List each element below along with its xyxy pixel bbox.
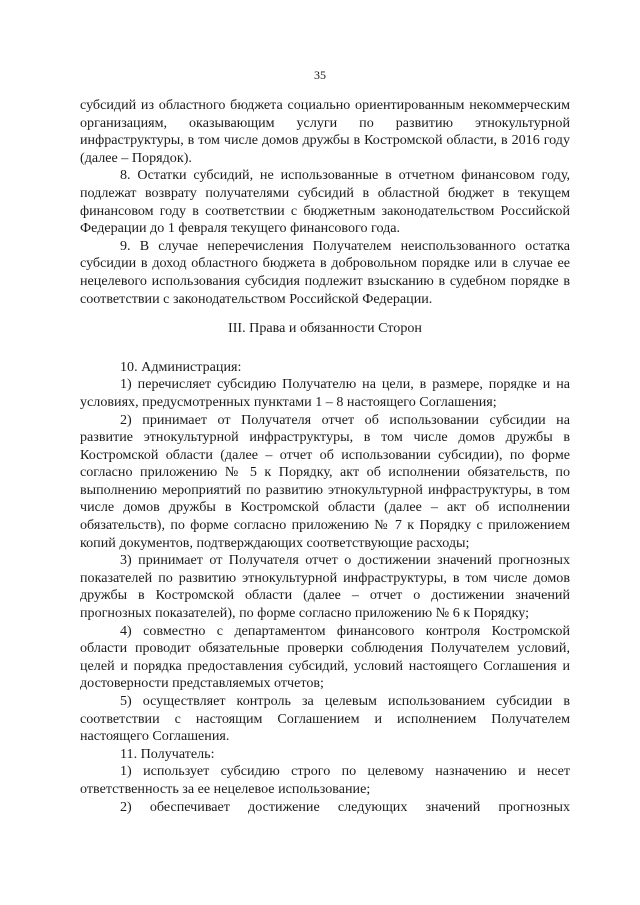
paragraph-clause-10-5: 5) осуществляет контроль за целевым использованием субсидии в соответствии с настоящим Соглашением и исполнением Получателем настоящего Соглашения.	[80, 693, 570, 745]
paragraph-clause-8: 8. Остатки субсидий, не использованные в отчетном финансовом году, подлежат возврату получателями субсидий в областной бюджет в текущем финансовом году в соответствии с бюджетным законодательством Российской Федерации до 1 февраля текущего финансового года.	[80, 167, 570, 237]
paragraph-clause-9: 9. В случае неперечисления Получателем неиспользованного остатка субсидии в доход областного бюджета в добровольном порядке или в случае ее нецелевого использования субсидия подлежит взысканию в судебном порядке в соответствии с законодательством Российской Федерации.	[80, 237, 570, 307]
document-body	[80, 97, 570, 816]
page-number: 35	[314, 68, 326, 82]
paragraph-clause-10-2: 2) принимает от Получателя отчет об использовании субсидии на развитие этнокультурной инфраструктуры, в том числе домов дружбы в Костромской области (далее – отчет об использовании субсидии), по форме согласно приложению № 5 к Порядку, акт об исполнении обязательств, по выполнению мероприятий по развитию этнокультурной инфраструктуры, в том числе домов дружбы в Костромской области (далее – акт об исполнении обязательств), по форме согласно приложению № 7 к Порядку с приложением копий документов, подтверждающих соответствующие расходы;	[80, 411, 570, 551]
paragraph-clause-10-4: 4) совместно с департаментом финансового контроля Костромской области проводит обязательные проверки соблюдения Получателем условий, целей и порядка предоставления субсидий, условий настоящего Соглашения и достоверности представляемых отчетов;	[80, 622, 570, 692]
paragraph-clause-10-1: 1) перечисляет субсидию Получателю на цели, в размере, порядке и на условиях, предусмотренных пунктами 1 – 8 настоящего Соглашения;	[80, 376, 570, 410]
paragraph-clause-11: 11. Получатель:	[120, 745, 215, 762]
paragraph-clause-10-3: 3) принимает от Получателя отчет о достижении значений прогнозных показателей по развитию этнокультурной инфраструктуры, в том числе домов дружбы в Костромской области (далее – отчет о достижении значений прогнозных показателей), по форме согласно приложению № 6 к Порядку;	[80, 552, 570, 622]
paragraph-clause-11-2: 2) обеспечивает достижение следующих значений прогнозных	[120, 798, 570, 815]
section-heading: III. Права и обязанности Сторон	[228, 320, 422, 337]
paragraph-procedure-continuation: субсидий из областного бюджета социально ориентированным некоммерческим организациям, оказывающим услуги по развитию этнокультурной инфраструктуры, в том числе домов дружбы в Костромской области, в 2016 году (далее – Порядок).	[80, 97, 570, 166]
paragraph-clause-11-1: 1) использует субсидию строго по целевому назначению и несет ответственность за ее нецелевое использование;	[80, 763, 570, 797]
paragraph-clause-10: 10. Администрация:	[120, 358, 242, 375]
